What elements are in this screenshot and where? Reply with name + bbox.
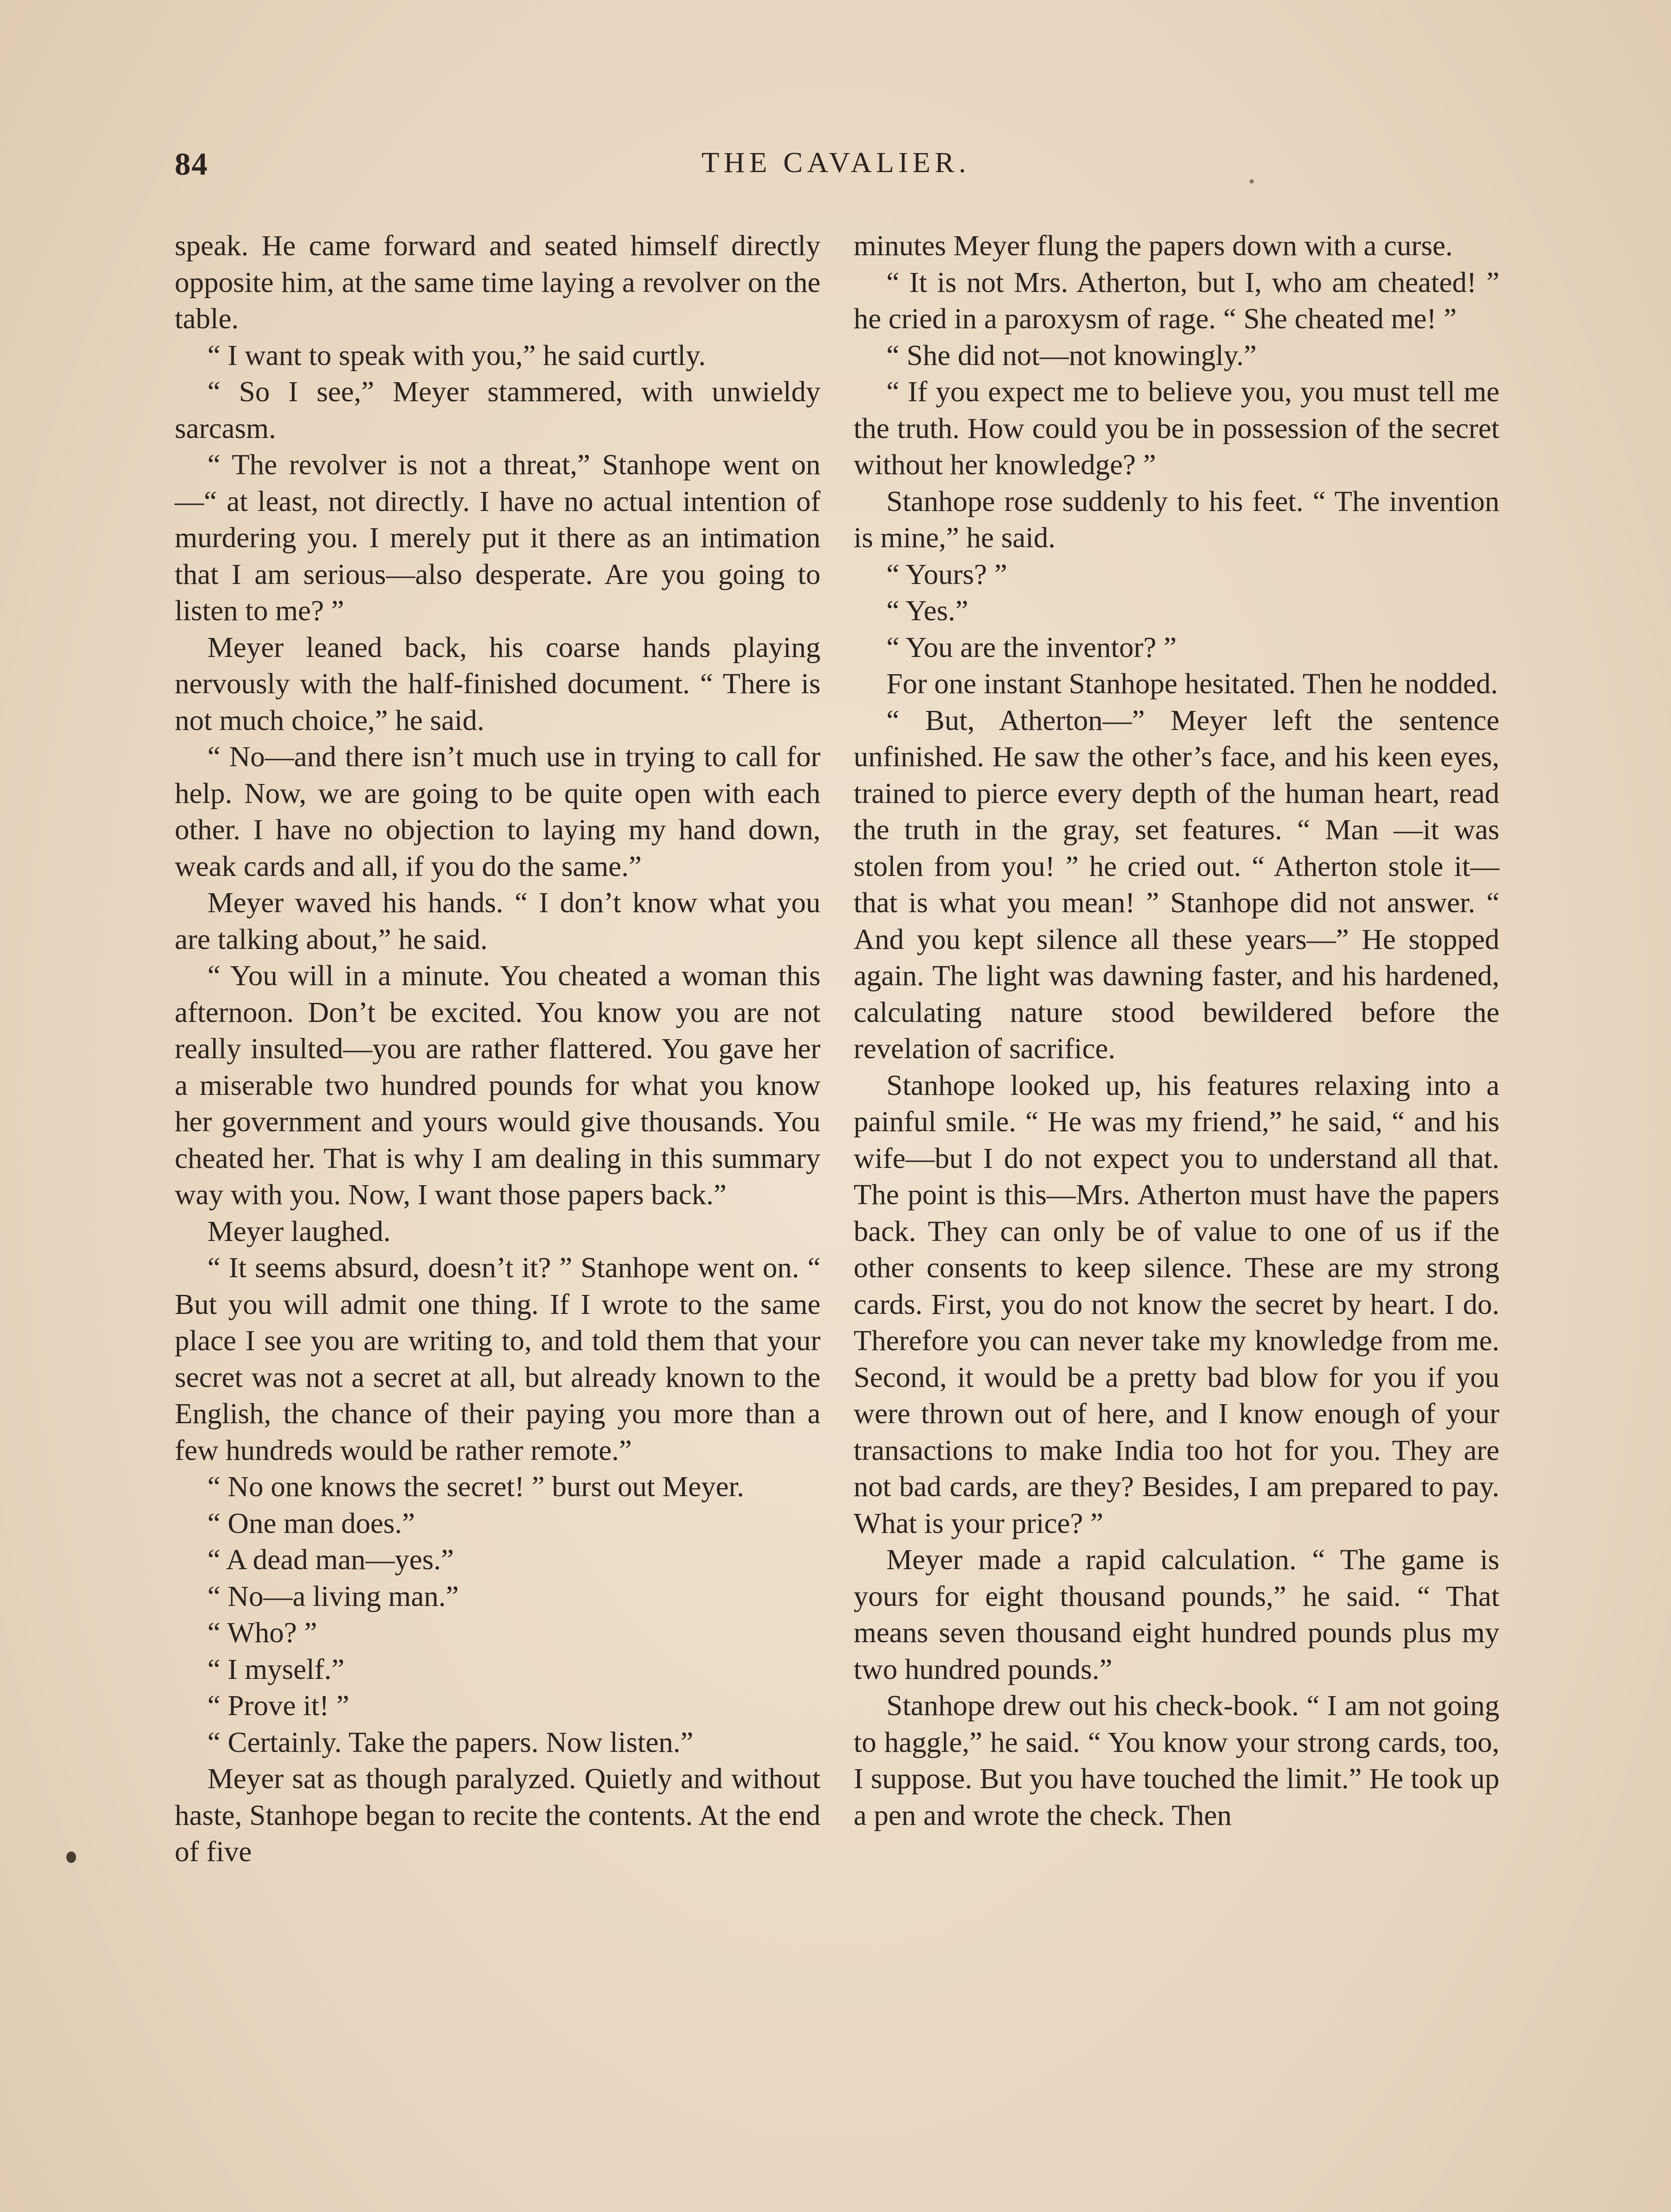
paragraph: Stanhope drew out his check-book. “ I am not going to haggle,” he said. “ You know your strong cards, too, I suppose. But you have touched the limit.” He took up a pen and wrote the check. Then xyxy=(854,1690,1499,1832)
paragraph: Meyer waved his hands. “ I don’t know what you are talking about,” he said. xyxy=(175,887,820,956)
paragraph: “ You will in a minute. You cheated a woman this afternoon. Don’t be excited. You know you are not really insulted—you are rather flattered. You gave her a miserable two hundred pounds for what you know her government and yours would give thousands. You cheated her. That is why I am dealing in this summary way with you. Now, I want those papers back.” xyxy=(175,960,820,1211)
paragraph: For one instant Stanhope hesitated. Then he nodded. xyxy=(886,668,1498,700)
page-header xyxy=(175,146,1497,199)
paragraph: Meyer sat as though paralyzed. Quietly and without haste, Stanhope began to recite the contents. At the end of five xyxy=(175,1763,820,1868)
paragraph: “ You are the inventor? ” xyxy=(886,631,1177,664)
paragraph: “ She did not—not knowingly.” xyxy=(886,339,1257,372)
paragraph: “ If you expect me to believe you, you must tell me the truth. How could you be in possession of the secret without her knowledge? ” xyxy=(854,376,1499,481)
left-column xyxy=(175,228,820,1870)
paragraph: “ No—and there isn’t much use in trying to call for help. Now, we are going to be quite open with each other. I have no objection to laying my hand down, weak cards and all, if you do the same.” xyxy=(175,741,820,883)
paragraph: “ It is not Mrs. Atherton, but I, who am cheated! ” he cried in a paroxysm of rage. “ She cheated me! ” xyxy=(854,266,1499,335)
paragraph: Meyer laughed. xyxy=(207,1215,391,1248)
paragraph: “ A dead man—yes.” xyxy=(207,1544,454,1576)
paragraph: Meyer leaned back, his coarse hands playing nervously with the half-finished document. “ There is not much choice,” he said. xyxy=(175,631,820,737)
paragraph: “ No—a living man.” xyxy=(207,1580,459,1613)
paragraph: speak. He came forward and seated himself directly opposite him, at the same time laying a revolver on the table. xyxy=(175,230,820,335)
paragraph: Meyer made a rapid calculation. “ The game is yours for eight thousand pounds,” he said. “ That means seven thousand eight hundred pounds plus my two hundred pounds.” xyxy=(854,1544,1499,1686)
paragraph: “ Certainly. Take the papers. Now listen.” xyxy=(207,1726,694,1759)
paragraph: “ The revolver is not a threat,” Stanhope went on—“ at least, not directly. I have no actual intention of murdering you. I merely put it there as an intimation that I am serious—also desperate. Are you going to listen to me? ” xyxy=(175,449,820,627)
paragraph: “ No one knows the secret! ” burst out Meyer. xyxy=(207,1471,744,1503)
running-title: THE CAVALIER. xyxy=(701,146,970,179)
paragraph: “ Prove it! ” xyxy=(207,1690,349,1722)
paragraph: “ It seems absurd, doesn’t it? ” Stanhope went on. “ But you will admit one thing. If I wrote to the same place I see you are writing to, and told them that your secret was not a secret at all, but already known to the English, the chance of their paying you more than a few hundreds would be rather remote.” xyxy=(175,1252,820,1467)
paragraph: “ Yes.” xyxy=(886,595,969,627)
paragraph: Stanhope rose suddenly to his feet. “ The invention is mine,” he said. xyxy=(854,485,1499,554)
paragraph: “ So I see,” Meyer stammered, with unwieldy sarcasm. xyxy=(175,376,820,445)
paragraph: Stanhope looked up, his features relaxing into a painful smile. “ He was my friend,” he said, “ and his wife—but I do not expect you to understand all that. The point is this—Mrs. Atherton must have the papers back. They can only be of value to one of us if the other consents to keep silence. These are my strong cards. First, you do not know the secret by heart. I do. Therefore you can never take my knowledge from me. Second, it would be a pretty bad blow for you if you were thrown out of here, and I know enough of your transactions to make India too hot for you. They are not bad cards, are they? Besides, I am prepared to pay. What is your price? ” xyxy=(854,1069,1499,1540)
paragraph: “ I myself.” xyxy=(207,1653,345,1686)
paragraph: “ One man does.” xyxy=(207,1507,415,1540)
page-number: 84 xyxy=(175,146,208,182)
paragraph: “ Who? ” xyxy=(207,1617,317,1649)
paragraph: minutes Meyer flung the papers down with a curse. xyxy=(854,230,1453,262)
paragraph: “ I want to speak with you,” he said curtly. xyxy=(207,339,706,372)
paper-speck xyxy=(1249,179,1254,184)
right-column xyxy=(854,228,1499,1834)
paper-speck xyxy=(66,1851,76,1863)
paragraph: “ But, Atherton—” Meyer left the sentence unfinished. He saw the other’s face, and his keen eyes, trained to pierce every depth of the human heart, read the truth in the gray, set features. “ Man —it was stolen from you! ” he cried out. “ Atherton stole it—that is what you mean! ” Stanhope did not answer. “ And you kept silence all these years—” He stopped again. The light was dawning faster, and his hardened, calculating nature stood bewildered before the revelation of sacrifice. xyxy=(854,704,1499,1065)
paragraph: “ Yours? ” xyxy=(886,558,1008,591)
